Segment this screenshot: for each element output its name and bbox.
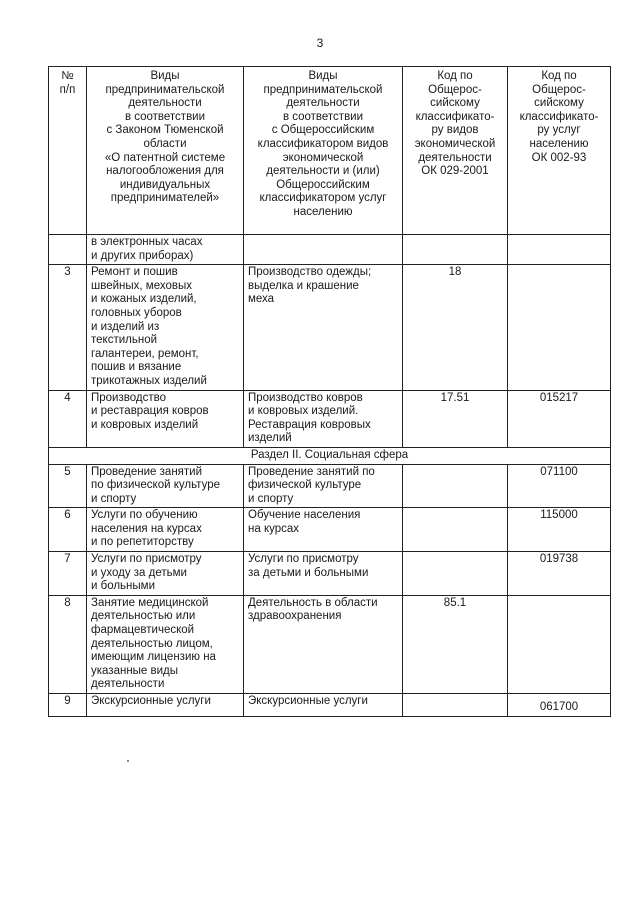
code-okun-cell: 019738 xyxy=(508,552,611,596)
table-cell xyxy=(49,235,87,265)
activity-law-cell: Услуги по присмотру и уходу за детьми и больными xyxy=(87,552,244,596)
activity-law-cell: Занятие медицинской деятельностью или фармацевтической деятельностью лицом, имеющим лицензию на указанные виды деятельности xyxy=(87,595,244,693)
activity-okved-cell: Деятельность в области здравоохранения xyxy=(244,595,403,693)
table-row xyxy=(49,508,611,552)
page-number: 3 xyxy=(316,36,324,50)
table-cell xyxy=(508,235,611,265)
code-okved-cell xyxy=(403,464,508,508)
table-row xyxy=(49,694,611,717)
table-row xyxy=(49,265,611,390)
code-okun-cell: 071100 xyxy=(508,464,611,508)
table-row xyxy=(49,464,611,508)
activity-table xyxy=(48,66,611,717)
activity-law-cell: Услуги по обучению населения на курсах и по репетиторству xyxy=(87,508,244,552)
row-number: 9 xyxy=(49,694,87,717)
table-header-row xyxy=(49,67,611,235)
activity-law-cell: Проведение занятий по физической культуре и спорту xyxy=(87,464,244,508)
activity-law-cell: Экскурсионные услуги xyxy=(87,694,244,717)
activity-okved-cell: Производство ковров и ковровых изделий. Реставрация ковровых изделий xyxy=(244,390,403,447)
row-number: 6 xyxy=(49,508,87,552)
scan-speck xyxy=(127,760,129,762)
table-row xyxy=(49,390,611,447)
code-okved-cell xyxy=(403,694,508,717)
activity-okved-cell: Обучение населения на курсах xyxy=(244,508,403,552)
activity-law-cell: Ремонт и пошив швейных, меховых и кожаных изделий, головных уборов и изделий из текстильной галантереи, ремонт, пошив и вязание трикотажных изделий xyxy=(87,265,244,390)
table-cell xyxy=(244,235,403,265)
table-row xyxy=(49,595,611,693)
row-number: 4 xyxy=(49,390,87,447)
activity-law-cell: Производство и реставрация ковров и ковровых изделий xyxy=(87,390,244,447)
code-okun-cell: 061700 xyxy=(508,694,611,717)
code-okun-cell: 115000 xyxy=(508,508,611,552)
table-cell: в электронных часах и других приборах) xyxy=(87,235,244,265)
row-number: 8 xyxy=(49,595,87,693)
continuation-row xyxy=(49,235,611,265)
code-okved-cell xyxy=(403,508,508,552)
code-okun-cell xyxy=(508,265,611,390)
activity-okved-cell: Экскурсионные услуги xyxy=(244,694,403,717)
activity-okved-cell: Производство одежды; выделка и крашение меха xyxy=(244,265,403,390)
code-okved-cell: 18 xyxy=(403,265,508,390)
section-title: Раздел II. Социальная сфера xyxy=(49,447,611,464)
activity-okved-cell: Проведение занятий по физической культуре и спорту xyxy=(244,464,403,508)
table-row xyxy=(49,552,611,596)
table-cell xyxy=(403,235,508,265)
header-code-okun: Код по Общерос- сийскому классификато- ру услуг населению ОК 002-93 xyxy=(508,67,611,235)
header-activity-law: Виды предпринимательской деятельности в соответствии с Законом Тюменской области «О патентной системе налогообложения для индивидуальных предпринимателей» xyxy=(87,67,244,235)
header-num: № п/п xyxy=(49,67,87,235)
row-number: 7 xyxy=(49,552,87,596)
header-code-okved: Код по Общерос- сийскому классификато- ру видов экономической деятельности ОК 029-2001 xyxy=(403,67,508,235)
code-okun-cell xyxy=(508,595,611,693)
section-row xyxy=(49,447,611,464)
row-number: 5 xyxy=(49,464,87,508)
code-okved-cell xyxy=(403,552,508,596)
activity-okved-cell: Услуги по присмотру за детьми и больными xyxy=(244,552,403,596)
code-okun-cell: 015217 xyxy=(508,390,611,447)
code-okved-cell: 17.51 xyxy=(403,390,508,447)
row-number: 3 xyxy=(49,265,87,390)
header-activity-okved: Виды предпринимательской деятельности в соответствии с Общероссийским классификатором видов экономической деятельности и (или) Общероссийским классификатором услуг населению xyxy=(244,67,403,235)
code-okved-cell: 85.1 xyxy=(403,595,508,693)
